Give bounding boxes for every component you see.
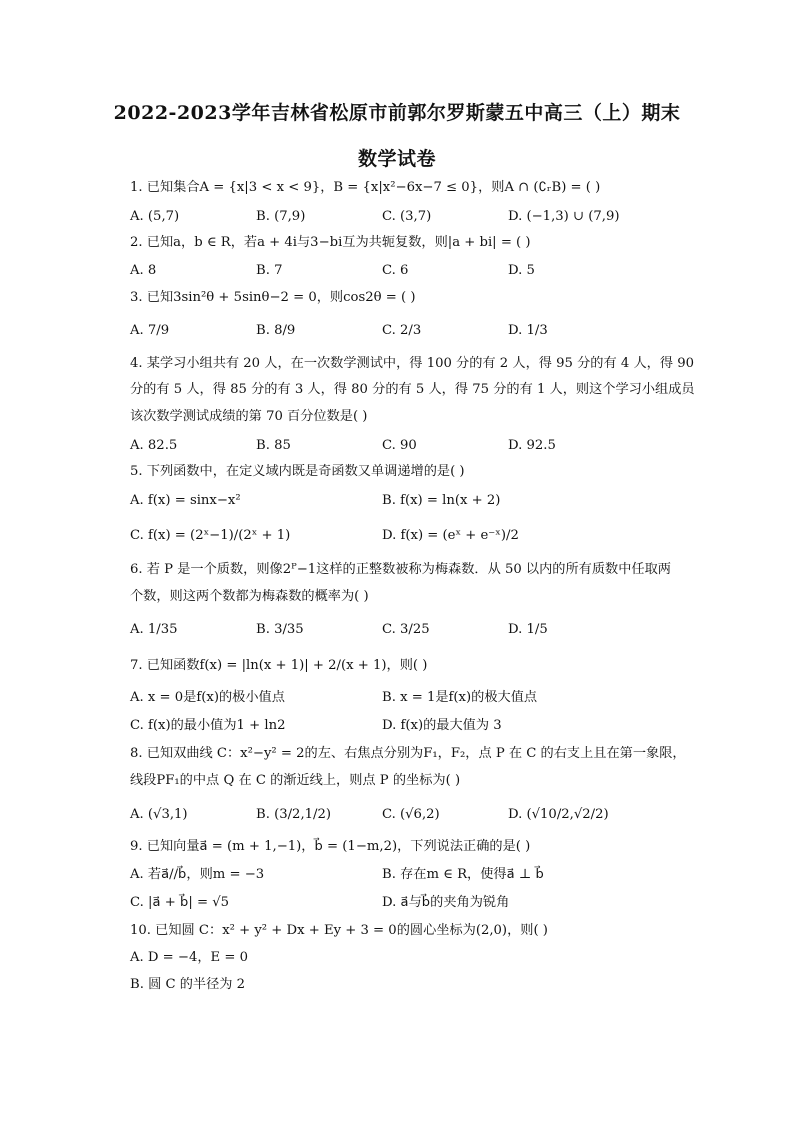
exam-title-line1: 2022-2023学年吉林省松原市前郭尔罗斯蒙五中高三（上）期末	[113, 102, 681, 124]
q5-option-c: C. f(x) = (2ˣ−1)/(2ˣ + 1)	[130, 528, 291, 543]
question-10: 10. 已知圆 C：x² + y² + Dx + Ey + 3 = 0的圆心坐标为(2,0)，则( )	[130, 923, 548, 938]
q2-option-b: B. 7	[256, 263, 283, 278]
q2-option-c: C. 6	[382, 263, 409, 278]
question-1: 1. 已知集合A = {x|3 < x < 9}，B = {x|x²−6x−7 ≤ 0}，则A ∩ (∁ᵣB) = ( )	[130, 180, 601, 195]
question-6-line1: 6. 若 P 是一个质数，则像2ᴾ−1这样的正整数被称为梅森数．从 50 以内的所有质数中任取两	[130, 562, 671, 577]
q4-option-c: C. 90	[382, 438, 417, 453]
q3-option-b: B. 8/9	[256, 323, 296, 338]
q7-option-a: A. x = 0是f(x)的极小值点	[130, 690, 285, 705]
q8-option-c: C. (√6,2)	[382, 807, 440, 822]
q9-option-a: A. 若a⃗//b⃗，则m = −3	[130, 867, 265, 882]
q2-option-d: D. 5	[508, 263, 535, 278]
q1-option-a: A. (5,7)	[130, 209, 180, 224]
q10-option-a: A. D = −4，E = 0	[130, 950, 248, 965]
q5-option-a: A. f(x) = sinx−x²	[130, 493, 241, 508]
question-5: 5. 下列函数中，在定义域内既是奇函数又单调递增的是( )	[130, 464, 465, 479]
question-7: 7. 已知函数f(x) = |ln(x + 1)| + 2/(x + 1)，则( )	[130, 658, 428, 673]
exam-title-line2: 数学试卷	[357, 148, 436, 170]
q3-option-c: C. 2/3	[382, 323, 422, 338]
q6-option-a: A. 1/35	[130, 622, 178, 637]
q9-option-b: B. 存在m ∈ R，使得a⃗ ⊥ b⃗	[382, 867, 544, 882]
question-8-line1: 8. 已知双曲线 C：x²−y² = 2的左、右焦点分别为F₁，F₂，点 P 在 C 的右支上且在第一象限，	[130, 746, 686, 761]
q3-option-d: D. 1/3	[508, 323, 548, 338]
q1-option-d: D. (−1,3) ∪ (7,9)	[508, 209, 620, 224]
q1-option-c: C. (3,7)	[382, 209, 432, 224]
question-9: 9. 已知向量a⃗ = (m + 1,−1)，b⃗ = (1−m,2)，下列说法正确的是( )	[130, 839, 531, 854]
question-2: 2. 已知a，b ∈ R，若a + 4i与3−bi互为共轭复数，则|a + bi| = ( )	[130, 235, 531, 250]
q6-option-c: C. 3/25	[382, 622, 430, 637]
q8-option-b: B. (3/2,1/2)	[256, 807, 332, 822]
q7-option-b: B. x = 1是f(x)的极大值点	[382, 690, 538, 705]
question-3: 3. 已知3sin²θ + 5sinθ−2 = 0，则cos2θ = ( )	[130, 290, 416, 305]
question-8-line2: 线段PF₁的中点 Q 在 C 的渐近线上，则点 P 的坐标为( )	[130, 773, 461, 788]
q10-option-b: B. 圆 C 的半径为 2	[130, 977, 246, 992]
q1-option-b: B. (7,9)	[256, 209, 306, 224]
question-4-line2: 分的有 5 人，得 85 分的有 3 人，得 80 分的有 5 人，得 75 分的有 1 人，则这个学习小组成员	[130, 382, 695, 397]
q9-option-d: D. a⃗与b⃗的夹角为锐角	[382, 895, 510, 910]
q6-option-d: D. 1/5	[508, 622, 548, 637]
q4-option-a: A. 82.5	[130, 438, 178, 453]
question-6-line2: 个数，则这两个数都为梅森数的概率为( )	[130, 589, 369, 604]
q8-option-d: D. (√10/2,√2/2)	[508, 807, 609, 822]
q7-option-c: C. f(x)的最小值为1 + ln2	[130, 718, 286, 733]
q8-option-a: A. (√3,1)	[130, 807, 188, 822]
q5-option-b: B. f(x) = ln(x + 2)	[382, 493, 501, 508]
q5-option-d: D. f(x) = (eˣ + e⁻ˣ)/2	[382, 528, 519, 543]
q2-option-a: A. 8	[130, 263, 157, 278]
question-4-line3: 该次数学测试成绩的第 70 百分位数是( )	[130, 409, 368, 424]
question-4-line1: 4. 某学习小组共有 20 人，在一次数学测试中，得 100 分的有 2 人，得 95 分的有 4 人，得 90	[130, 356, 694, 371]
q4-option-b: B. 85	[256, 438, 291, 453]
q7-option-d: D. f(x)的最大值为 3	[382, 718, 502, 733]
q3-option-a: A. 7/9	[130, 323, 170, 338]
q9-option-c: C. |a⃗ + b⃗| = √5	[130, 895, 230, 910]
q4-option-d: D. 92.5	[508, 438, 556, 453]
q6-option-b: B. 3/35	[256, 622, 304, 637]
